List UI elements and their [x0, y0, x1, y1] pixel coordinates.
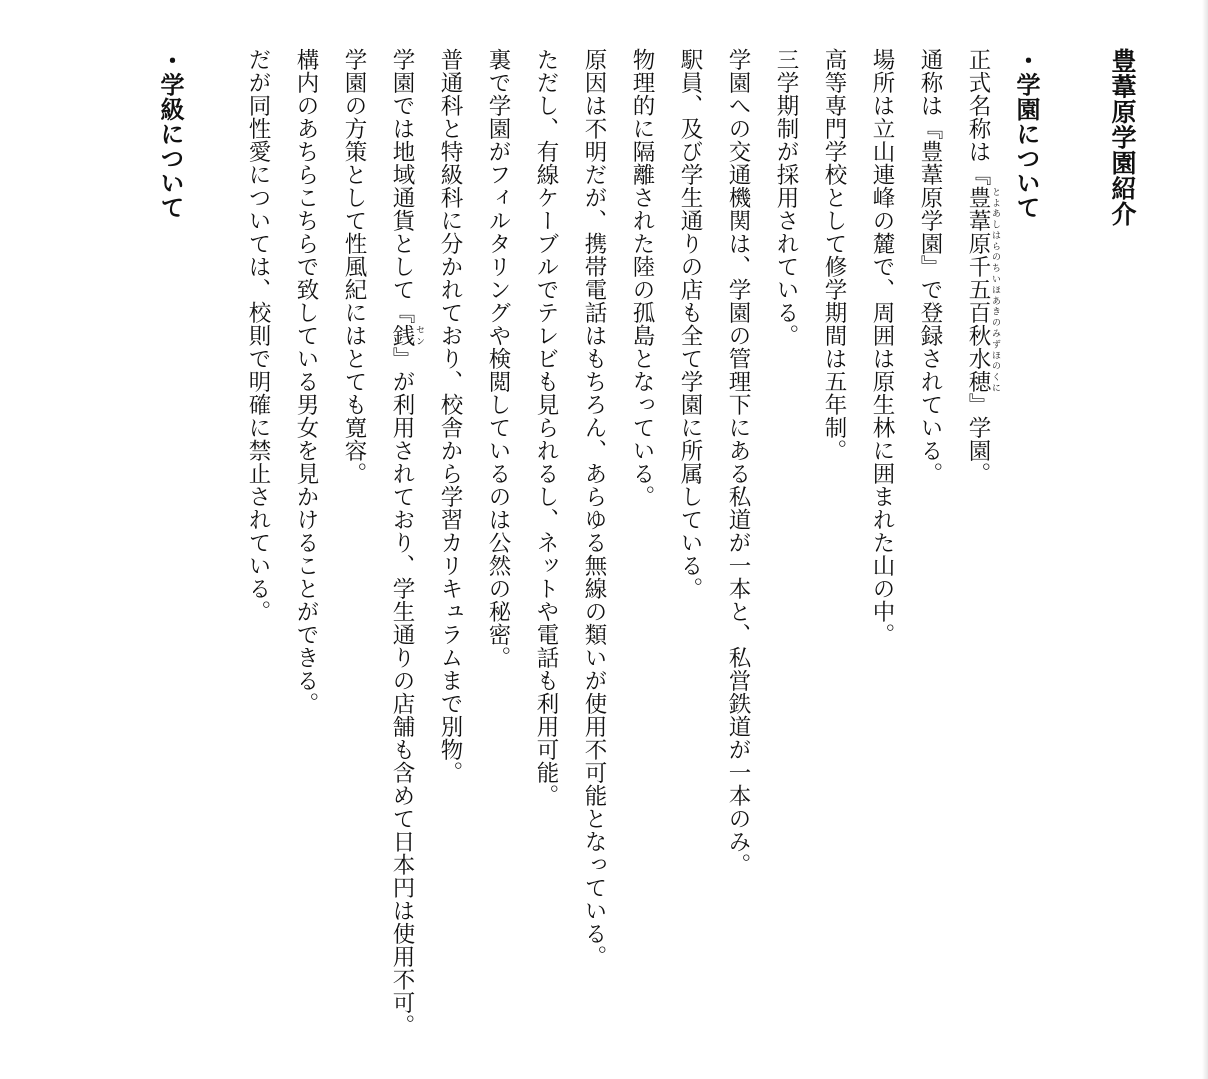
paragraph-line: 裏で学園がフィルタリングや検閲しているのは公然の秘密。: [485, 48, 511, 669]
currency-suffix: 』が利用されており、学生通りの店舗も含めて日本円は使用不可。: [389, 347, 415, 1037]
official-name-base: 豊葦原千五百秋水穂: [965, 186, 991, 393]
currency-prefix: 学園では地域通貨として『: [389, 48, 415, 324]
paragraph-line: ただし、有線ケーブルでテレビも見られるし、ネットや電話も利用可能。: [533, 48, 559, 807]
section-heading-gakuen: [1002, 48, 1050, 1068]
paragraph-line: 物理的に隔離された陸の孤島となっている。: [629, 48, 655, 508]
currency-ruby: [389, 324, 424, 347]
currency-line: [378, 48, 426, 1068]
paragraph-line: 場所は立山連峰の麓で、周囲は原生林に囲まれた山の中。: [869, 48, 895, 646]
official-name-reading: とよあしはらのちいほあきのみずほのくに: [990, 186, 1000, 393]
bullet: ・: [1012, 48, 1040, 73]
bullet: ・: [156, 48, 184, 73]
section-heading-gakkyu: [146, 48, 194, 1068]
currency-base: 銭: [389, 324, 415, 347]
currency-reading: セン: [414, 324, 424, 347]
vertical-text-body: [146, 48, 1146, 1068]
paragraph-line: 学園への交通機関は、学園の管理下にある私道が一本と、私営鉄道が一本のみ。: [725, 48, 751, 876]
paragraph-line: 原因は不明だが、携帯電話はもちろん、あらゆる無線の類いが使用不可能となっている。: [581, 48, 607, 968]
section-heading-label: 学園について: [1012, 72, 1040, 220]
paragraph-line: 駅員、及び学生通りの店も全て学園に所属している。: [677, 48, 703, 600]
section-heading-label: 学級について: [156, 72, 184, 220]
page-title: 豊葦原学園紹介: [1108, 48, 1137, 227]
paragraph-line: だが同性愛については、校則で明確に禁止されている。: [245, 48, 271, 623]
paragraph-line: 高等専門学校として修学期間は五年制。: [821, 48, 847, 462]
paragraph-line: 三学期制が採用されている。: [773, 48, 799, 347]
page-edge-shadow: [1202, 0, 1208, 1079]
paragraph-line: 学園の方策として性風紀にはとても寛容。: [341, 48, 367, 485]
paragraph-line: 普通科と特級科に分かれており、校舎から学習カリキュラムまで別物。: [437, 48, 463, 784]
official-name-prefix: 正式名称は『: [965, 48, 991, 186]
official-name-suffix: 』学園。: [965, 393, 991, 485]
official-name-ruby: [965, 186, 1000, 393]
official-name-line: [954, 48, 1002, 1068]
paragraph-line: 通称は『豊葦原学園』で登録されている。: [917, 48, 943, 485]
paragraph-line: 構内のあちらこちらで致している男女を見かけることができる。: [293, 48, 319, 715]
